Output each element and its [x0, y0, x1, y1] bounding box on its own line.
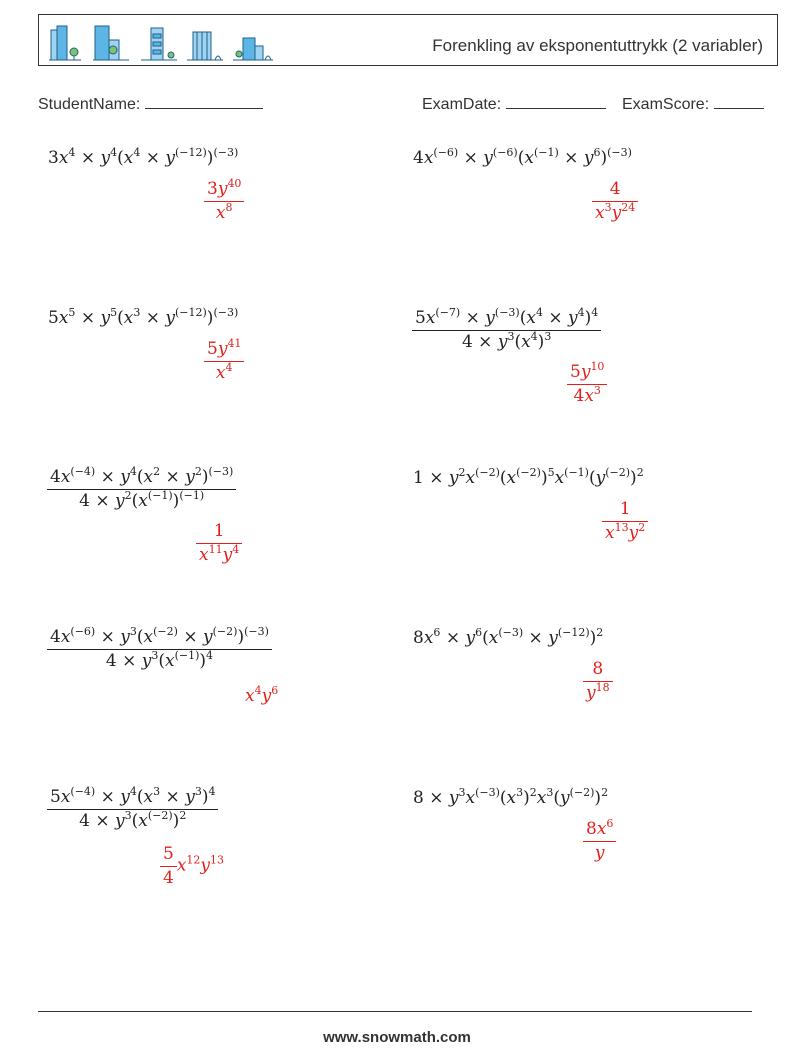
answer-6: $\frac{1}{x^{13}y^2}$ [602, 499, 648, 543]
problem-9: $\frac{5x^{(-4)} \times y^4(x^3 \times y^3)^4}{4 \times y^3(x^{(-2)})^2}$ [47, 787, 218, 831]
problem-5: $\frac{4x^{(-4)} \times y^4(x^2 \times y^2)^{(-3)}}{4 \times y^2(x^{(-1)})^{(-1)}}$ [47, 467, 236, 511]
worksheet-header [38, 14, 778, 66]
answer-4: $\frac{5y^{10}}{4x^3}$ [567, 362, 607, 406]
problem-1: $3x^4 \times y^4(x^4 \times y^{(-12)})^{(-3)}$ [48, 146, 239, 168]
problem-3: $5x^5 \times y^5(x^3 \times y^{(-12)})^{(-3)}$ [48, 306, 239, 328]
answer-8: $\frac{8}{y^{18}}$ [583, 659, 613, 703]
city-buildings-icon [47, 22, 277, 62]
problem-4: $\frac{5x^{(-7)} \times y^{(-3)}(x^4 \times y^4)^4}{4 \times y^3(x^4)^3}$ [412, 308, 601, 352]
answer-7: $x^4y^6$ [245, 684, 279, 706]
answer-1: $\frac{3y^{40}}{x^8}$ [204, 179, 244, 223]
problem-6: $1 \times y^2x^{(-2)}(x^{(-2)})^5x^{(-1)}(y^{(-2)})^2$ [413, 466, 644, 488]
worksheet-title: Forenkling av eksponentuttrykk (2 variabler) [432, 36, 763, 55]
exam-score-field [622, 94, 764, 114]
exam-date-blank[interactable] [506, 94, 606, 109]
problem-10: $8 \times y^3x^{(-3)}(x^3)^2x^3(y^{(-2)})^2$ [413, 786, 609, 808]
answer-10: $\frac{8x^6}{y}$ [583, 819, 616, 863]
footer-divider [38, 1011, 752, 1012]
answer-9: $\frac{5}{4}$ $x^{12}y^{13}$ [160, 844, 224, 888]
problem-8: $8x^6 \times y^6(x^{(-3)} \times y^{(-12)})^2$ [413, 626, 604, 648]
answer-5: $\frac{1}{x^{11}y^4}$ [196, 521, 242, 565]
answer-3: $\frac{5y^{41}}{x^4}$ [204, 339, 244, 383]
exam-date-field [422, 94, 606, 114]
exam-score-blank[interactable] [714, 94, 764, 109]
footer-site-link[interactable]: www.snowmath.com [323, 1029, 471, 1046]
answer-2: $\frac{4}{x^3y^{24}}$ [592, 179, 638, 223]
exam-score-label: ExamScore: [622, 96, 710, 113]
problem-7: $\frac{4x^{(-6)} \times y^3(x^{(-2)} \times y^{(-2)})^{(-3)}}{4 \times y^3(x^{(-1)})^4}$ [47, 627, 272, 671]
problem-2: $4x^{(-6)} \times y^{(-6)}(x^{(-1)} \times y^6)^{(-3)}$ [413, 146, 632, 168]
student-name-label: StudentName: [38, 96, 141, 113]
student-name-field [38, 94, 263, 114]
student-name-blank[interactable] [145, 94, 263, 109]
exam-date-label: ExamDate: [422, 96, 502, 113]
